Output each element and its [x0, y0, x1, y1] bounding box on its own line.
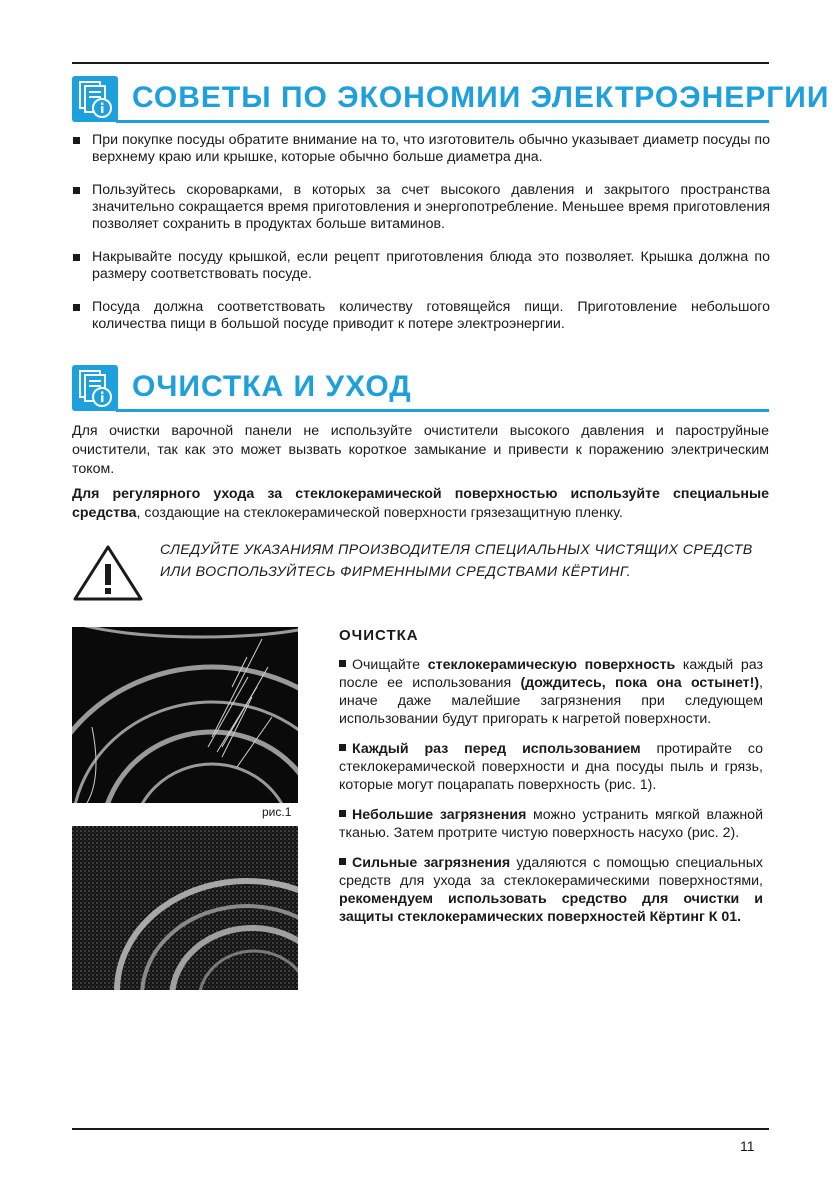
bullet-icon	[339, 810, 346, 817]
bullet-icon	[73, 254, 80, 261]
figure-2-photo	[72, 826, 298, 990]
list-item: Накрывайте посуду крышкой, если рецепт приготовления блюда это позволяет. Крышка должна по размеру соответствовать посуде.	[72, 249, 770, 283]
bullet-icon	[339, 660, 346, 667]
section-underline	[116, 409, 769, 412]
list-item: Небольшие загрязнения можно устранить мягкой влажной тканью. Затем протрите чистую поверхность насухо (рис. 2).	[339, 807, 763, 841]
bullet-icon	[339, 744, 346, 751]
bottom-rule	[72, 1128, 769, 1130]
cleaning-heading: ОЧИСТКА	[339, 627, 419, 644]
info-document-icon	[72, 365, 118, 411]
figure-1-photo	[72, 627, 298, 803]
energy-tips-list	[72, 132, 770, 349]
section-header-cleaning	[72, 365, 769, 419]
info-document-icon	[72, 76, 118, 122]
figure-1-caption: рис.1	[262, 805, 292, 819]
bullet-icon	[73, 304, 80, 311]
page-number: 11	[740, 1138, 755, 1154]
care-paragraph: Для регулярного ухода за стеклокерамической поверхностью используйте специальные средства, создающие на стеклокерамической поверхности грязезащитную пленку.	[72, 486, 769, 521]
cleaning-intro: Для очистки варочной панели не используйте очистители высокого давления и пароструйные очистители, так как это может вызвать короткое замыкание и привести к поражению электрическим током.	[72, 423, 769, 477]
list-item: Пользуйтесь скороварками, в которых за счет высокого давления и закрытого пространства значительно сокращается время приготовления и энергопотребление. Меньшее время приготовления позволяет сохранить в продуктах больше витаминов.	[72, 182, 770, 233]
cleaning-list	[339, 656, 763, 938]
list-item: Очищайте стеклокерамическую поверхность каждый раз после ее использования (дождитесь, пока она остынет!), иначе даже малейшие загрязнения при следующем использовании будут пригорать к нагретой поверхности.	[339, 657, 764, 727]
bullet-icon	[339, 858, 346, 865]
section-title: СОВЕТЫ ПО ЭКОНОМИИ ЭЛЕКТРОЭНЕРГИИ	[132, 81, 830, 114]
warning-text: СЛЕДУЙТЕ УКАЗАНИЯМ ПРОИЗВОДИТЕЛЯ СПЕЦИАЛЬНЫХ ЧИСТЯЩИХ СРЕДСТВ ИЛИ ВОСПОЛЬЗУЙТЕСЬ ФИРМЕННЫМИ СРЕДСТВАМИ КЁРТИНГ.	[160, 542, 753, 580]
bullet-icon	[73, 137, 80, 144]
top-rule	[72, 62, 769, 64]
section-header-energy	[72, 76, 830, 130]
list-item: Каждый раз перед использованием протирайте со стеклокерамической поверхности и дна посуды пыль и грязь, которые могут поцарапать поверхность (рис. 1).	[339, 741, 763, 793]
list-item: При покупке посуды обратите внимание на то, что изготовитель обычно указывает диаметр посуды по верхнему краю или крышке, которые обычно больше диаметра дна.	[72, 132, 770, 166]
list-item: Сильные загрязнения удаляются с помощью специальных средств для ухода за стеклокерамическими поверхностями, рекомендуем использовать средство для очистки и защиты стеклокерамических поверхностей Кёртинг К 01.	[339, 855, 763, 925]
list-item: Посуда должна соответствовать количеству готовящейся пищи. Приготовление небольшого количества пищи в большой посуде приводит к потере электроэнергии.	[72, 299, 770, 333]
section-underline	[116, 120, 769, 123]
section-title: ОЧИСТКА И УХОД	[132, 370, 412, 403]
bullet-icon	[73, 187, 80, 194]
warning-triangle-icon	[72, 544, 144, 602]
